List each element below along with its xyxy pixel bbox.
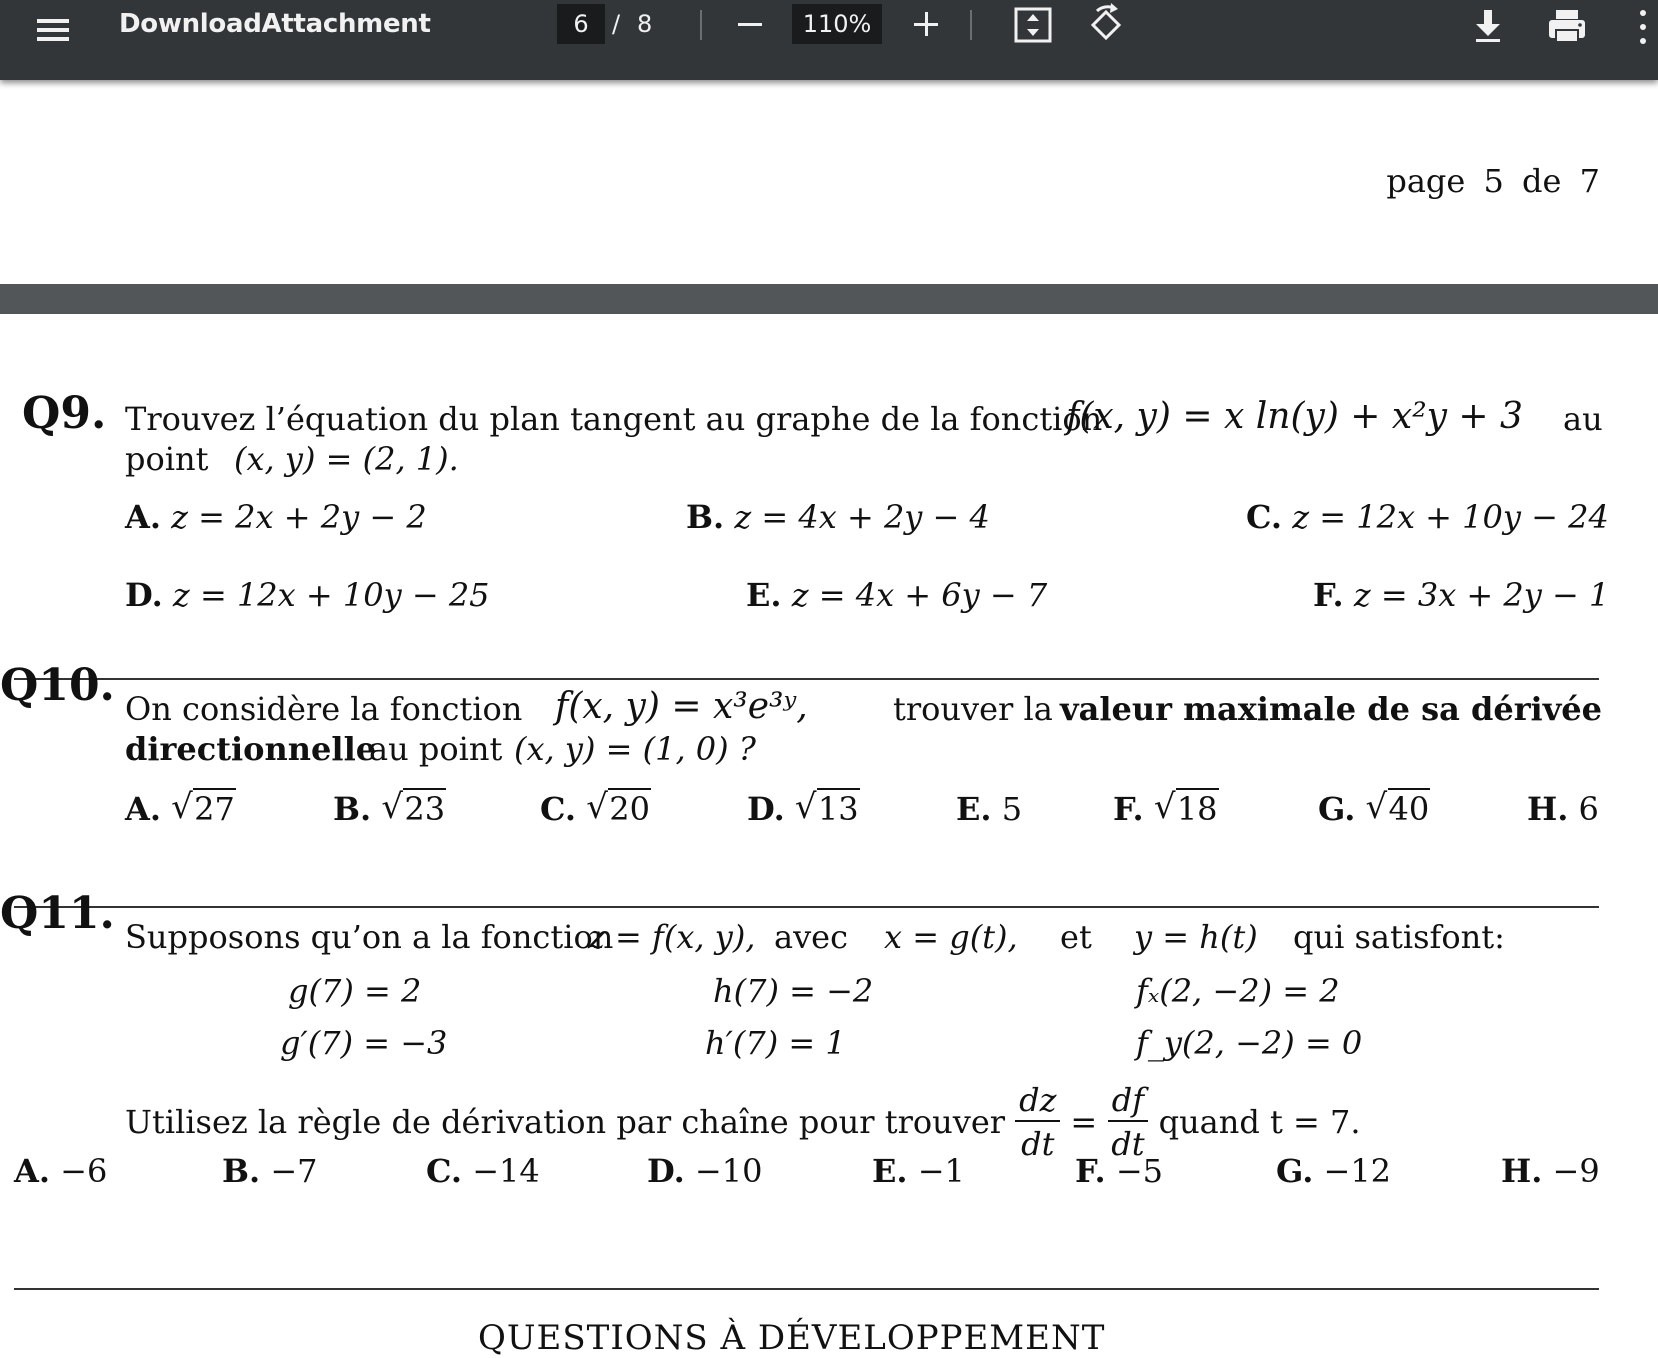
- question-number-q11: Q11.: [0, 888, 115, 939]
- q11-et: et: [1060, 918, 1092, 956]
- q9-text-2: au: [1563, 400, 1603, 438]
- q11-condition: h(7) = −2: [713, 972, 874, 1010]
- q11-func: z = f(x, y),: [588, 918, 756, 956]
- q11-option-e: E. −1: [872, 1152, 965, 1190]
- q9-option-a: A. z = 2x + 2y − 2: [125, 498, 427, 536]
- q10-point: (x, y) = (1, 0) ?: [514, 730, 756, 768]
- q9-option-c: C. z = 12x + 10y − 24: [1246, 498, 1609, 536]
- q10-text-3: au point: [369, 730, 503, 768]
- q11-text-1: Supposons qu’on a la fonction: [125, 918, 614, 956]
- q9-option-f: F. z = 3x + 2y − 1: [1313, 576, 1610, 614]
- pdf-toolbar: [0, 0, 1658, 80]
- q11-option-d: D. −10: [647, 1152, 763, 1190]
- menu-icon[interactable]: [30, 8, 74, 52]
- q10-bold-2: directionnelle: [125, 730, 377, 768]
- download-icon[interactable]: [1466, 4, 1510, 48]
- q10-option-g: G. √ 40: [1318, 790, 1430, 828]
- q9-function: f(x, y) = x ln(y) + x²y + 3: [1066, 396, 1523, 437]
- q10-function: f(x, y) = x³e³ʸ,: [555, 686, 808, 727]
- q9-text-1: Trouvez l’équation du plan tangent au graphe de la fonction: [125, 400, 1103, 438]
- q11-x-eq: x = g(t),: [884, 918, 1018, 956]
- fit-to-page-icon[interactable]: [1012, 5, 1054, 45]
- equals-sign: =: [1070, 1103, 1098, 1141]
- zoom-input[interactable]: [792, 4, 882, 44]
- q11-condition: f_y(2, −2) = 0: [1136, 1024, 1363, 1062]
- q11-instruction-line: [125, 1081, 1361, 1163]
- q11-avec: avec: [774, 918, 849, 956]
- pdf-page-previous: [0, 80, 1658, 284]
- q9-option-e: E. z = 4x + 6y − 7: [746, 576, 1048, 614]
- q11-option-a: A. −6: [14, 1152, 108, 1190]
- q11-satisfy: qui satisfont:: [1293, 918, 1505, 956]
- q11-y-eq: y = h(t): [1134, 918, 1258, 956]
- q11-condition: g(7) = 2: [288, 972, 422, 1010]
- dz-dt-fraction: $\frac{dz}{dt}$: [1015, 1084, 1060, 1160]
- q10-option-h: H. 6: [1527, 790, 1599, 828]
- page-separator: /: [612, 10, 621, 38]
- q9-text-3: point: [125, 440, 209, 478]
- page-number-input[interactable]: [557, 4, 605, 44]
- q11-condition: h′(7) = 1: [705, 1024, 846, 1062]
- q11-option-h: H. −9: [1501, 1152, 1600, 1190]
- divider: [14, 906, 1599, 908]
- zoom-out-button[interactable]: [730, 4, 770, 44]
- q11-when: quand t = 7.: [1158, 1103, 1361, 1141]
- q11-condition: g′(7) = −3: [280, 1024, 448, 1062]
- toolbar-divider: [970, 10, 972, 40]
- q10-option-e: E. 5: [956, 790, 1023, 828]
- divider: [14, 1288, 1599, 1290]
- q10-text-2: trouver la: [893, 690, 1053, 728]
- q9-option-d: D. z = 12x + 10y − 25: [125, 576, 490, 614]
- more-options-icon[interactable]: [1632, 6, 1658, 48]
- page-total: 8: [637, 10, 653, 38]
- q9-option-b: B. z = 4x + 2y − 4: [686, 498, 990, 536]
- document-title: DownloadAttachment: [119, 9, 431, 39]
- q10-option-a: A. √ 27: [125, 790, 236, 828]
- q10-option-b: B. √ 23: [333, 790, 446, 828]
- q11-condition: fₓ(2, −2) = 2: [1136, 972, 1340, 1010]
- section-heading: QUESTIONS À DÉVELOPPEMENT: [478, 1318, 1106, 1358]
- q10-option-f: F. √ 18: [1113, 790, 1219, 828]
- q9-point: (x, y) = (2, 1).: [234, 440, 459, 478]
- rotate-icon[interactable]: [1084, 3, 1128, 47]
- q11-option-f: F. −5: [1075, 1152, 1163, 1190]
- divider: [14, 678, 1599, 680]
- toolbar-divider: [700, 10, 702, 40]
- df-dt-fraction: $\frac{df}{dt}$: [1107, 1084, 1148, 1160]
- page-footer-label: page 5 de 7: [1386, 162, 1600, 200]
- page-gap: [0, 284, 1658, 314]
- q10-bold-1: valeur maximale de sa dérivée: [1060, 690, 1603, 728]
- q11-option-b: B. −7: [222, 1152, 318, 1190]
- q10-option-c: C. √ 20: [540, 790, 651, 828]
- question-number-q9: Q9.: [22, 388, 107, 439]
- zoom-in-button[interactable]: [906, 4, 946, 44]
- q11-instruction: Utilisez la règle de dérivation par chaîne pour trouver: [125, 1103, 1006, 1141]
- print-icon[interactable]: [1543, 4, 1591, 48]
- question-number-q10: Q10.: [0, 660, 115, 711]
- q10-option-d: D. √ 13: [747, 790, 860, 828]
- q11-option-g: G. −12: [1276, 1152, 1392, 1190]
- q10-text-1: On considère la fonction: [125, 690, 523, 728]
- pdf-page-current: [0, 314, 1658, 1358]
- q11-option-c: C. −14: [426, 1152, 540, 1190]
